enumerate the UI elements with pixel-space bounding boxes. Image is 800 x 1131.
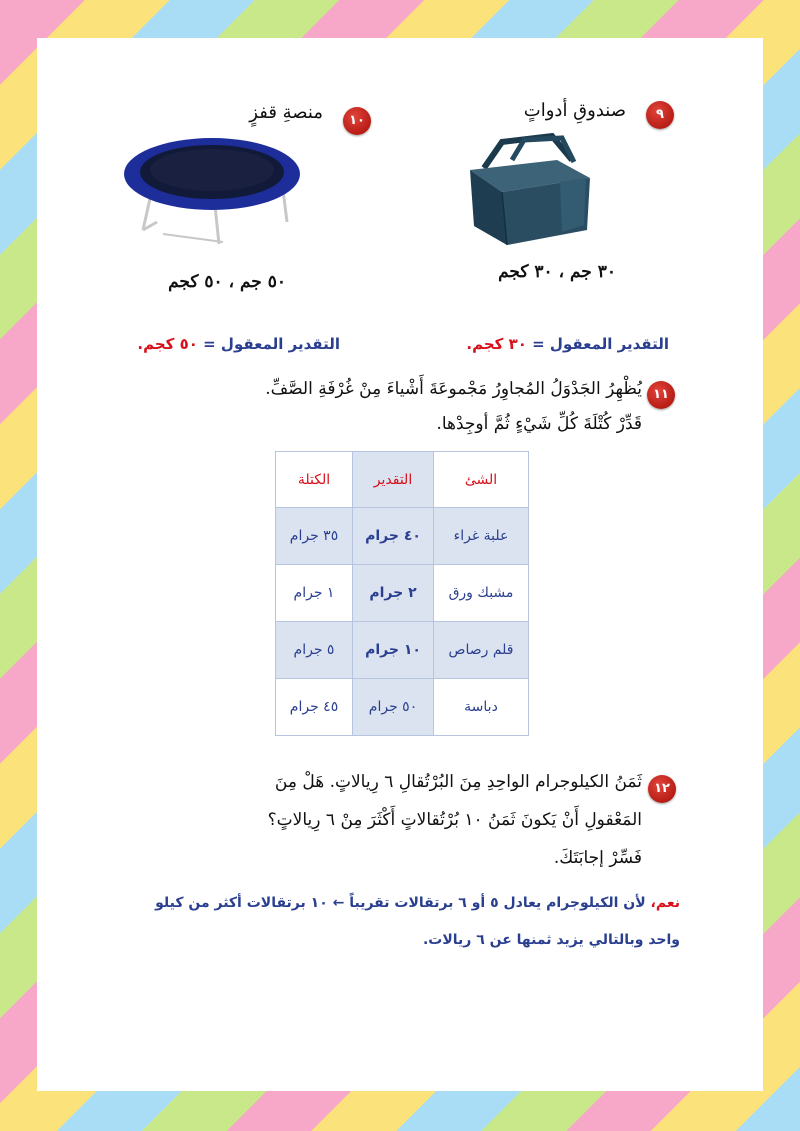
question-12-answer-line-1	[155, 895, 680, 911]
table-row	[276, 679, 529, 736]
answer-reason: لأن الكيلوجرام يعادل ٥ أو ٦ برتقالات تقريباً ← ١٠ برتقالات أكثر من كيلو	[155, 895, 646, 911]
mass-estimate-table	[275, 451, 529, 736]
table-header-row	[276, 452, 529, 508]
table-cell-estimate: ١٠ جرام	[353, 622, 434, 679]
item-9-options: ٣٠ جم ، ٣٠ كجم	[498, 262, 616, 282]
item-10-options: ٥٠ جم ، ٥٠ كجم	[168, 272, 286, 292]
question-11-line-2: قَدِّرْ كُتْلَةَ كُلِّ شَيْءٍ ثُمَّ أوجِدْها.	[436, 414, 642, 434]
table-row	[276, 622, 529, 679]
table-header-estimate: التقدير	[353, 452, 434, 508]
item-10-number-badge: ١٠	[343, 107, 371, 135]
table-cell-object: قلم رصاص	[434, 622, 529, 679]
table-cell-mass: ١ جرام	[276, 565, 353, 622]
question-11-number-badge: ١١	[647, 381, 675, 409]
toolbox-image	[462, 130, 592, 248]
item-10-answer-value: ٥٠ كجم.	[137, 335, 198, 353]
question-11-line-1: يُظْهِرُ الجَدْوَلُ المُجاوِرُ مَجْموعَةَ أَشْياءَ مِنْ غُرْفَةِ الصَّفِّ.	[265, 379, 642, 399]
item-9-answer-label: التقدير المعقول =	[532, 335, 669, 353]
question-12-number-badge: ١٢	[648, 775, 676, 803]
item-9-number-badge: ٩	[646, 101, 674, 129]
table-cell-mass: ٤٥ جرام	[276, 679, 353, 736]
table-cell-estimate: ٤٠ جرام	[353, 508, 434, 565]
table-row	[276, 565, 529, 622]
table-cell-mass: ٥ جرام	[276, 622, 353, 679]
table-cell-object: دباسة	[434, 679, 529, 736]
item-10-answer-label: التقدير المعقول =	[203, 335, 340, 353]
answer-yes: نعم،	[650, 895, 680, 911]
worksheet-page	[37, 38, 763, 1091]
item-9-answer-value: ٣٠ كجم.	[466, 335, 527, 353]
table-cell-estimate: ٥٠ جرام	[353, 679, 434, 736]
item-10-title: منصةِ قفزٍ	[249, 102, 323, 123]
question-12-line-1: ثَمَنُ الكيلوجرام الواحِدِ مِنَ البُرْتُقالِ ٦ رِيالاتٍ. هَلْ مِنَ	[274, 772, 642, 792]
item-10-answer	[137, 335, 340, 353]
question-12-line-3: فَسِّرْ إجابَتَكَ.	[553, 848, 642, 868]
table-cell-object: مشبك ورق	[434, 565, 529, 622]
table-cell-object: علبة غراء	[434, 508, 529, 565]
question-12-answer-line-2: واحد وبالتالي يزيد ثمنها عن ٦ ريالات.	[422, 932, 680, 948]
trampoline-image	[123, 134, 301, 246]
table-cell-estimate: ٢ جرام	[353, 565, 434, 622]
table-header-mass: الكتلة	[276, 452, 353, 508]
item-9-answer	[466, 335, 669, 353]
table-cell-mass: ٣٥ جرام	[276, 508, 353, 565]
table-row	[276, 508, 529, 565]
question-12-line-2: المَعْقولِ أَنْ يَكونَ ثَمَنُ ١٠ بُرْتُقالاتٍ أَكْثَرَ مِنْ ٦ رِيالاتٍ؟	[267, 810, 642, 830]
item-9-title: صندوقِ أدواتٍ	[523, 100, 626, 121]
table-header-object: الشئ	[434, 452, 529, 508]
